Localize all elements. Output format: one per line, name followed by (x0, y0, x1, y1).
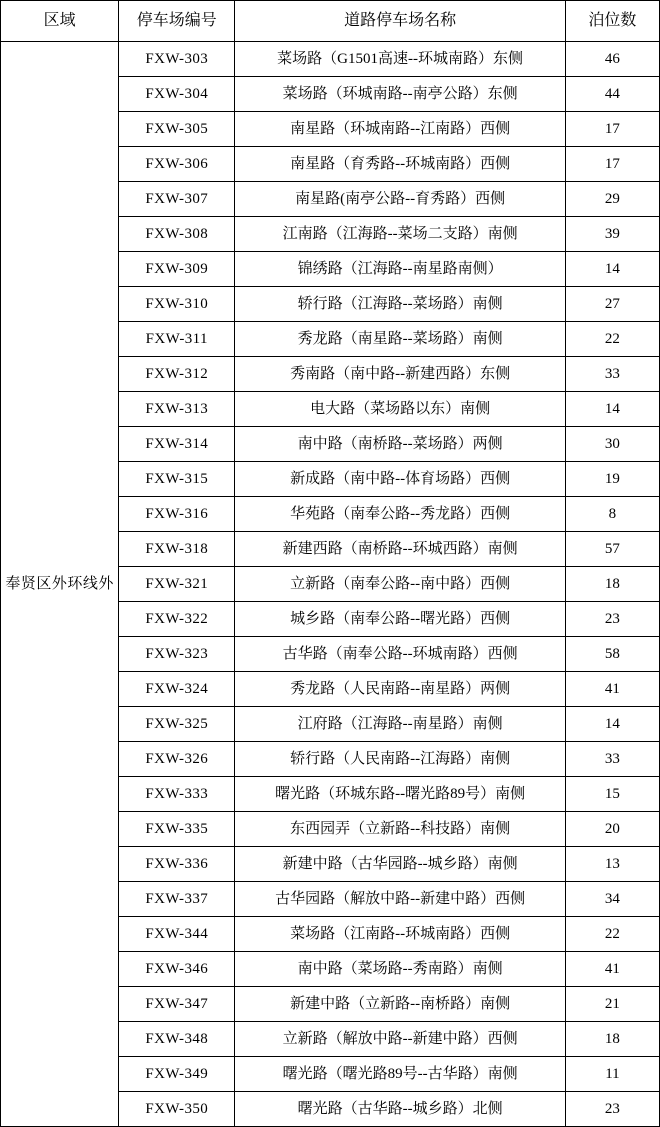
table-row (1, 42, 660, 77)
parking-code-cell: FXW-321 (119, 567, 235, 602)
parking-name-cell: 菜场路（江南路--环城南路）西侧 (235, 917, 566, 952)
parking-code-cell: FXW-348 (119, 1022, 235, 1057)
column-header-spaces: 泊位数 (565, 1, 659, 42)
parking-name-cell: 立新路（南奉公路--南中路）西侧 (235, 567, 566, 602)
parking-spaces-cell: 14 (565, 707, 659, 742)
parking-spaces-cell: 21 (565, 987, 659, 1022)
parking-name-cell: 南星路（环城南路--江南路）西侧 (235, 112, 566, 147)
parking-code-cell: FXW-308 (119, 217, 235, 252)
column-header-name: 道路停车场名称 (235, 1, 566, 42)
parking-spaces-cell: 30 (565, 427, 659, 462)
parking-spaces-cell: 18 (565, 567, 659, 602)
parking-spaces-cell: 41 (565, 952, 659, 987)
parking-code-cell: FXW-305 (119, 112, 235, 147)
table-header-row (1, 1, 660, 42)
parking-name-cell: 锦绣路（江海路--南星路南侧） (235, 252, 566, 287)
parking-name-cell: 南星路（育秀路--环城南路）西侧 (235, 147, 566, 182)
parking-spaces-cell: 13 (565, 847, 659, 882)
parking-code-cell: FXW-349 (119, 1057, 235, 1092)
parking-spaces-cell: 33 (565, 742, 659, 777)
parking-code-cell: FXW-304 (119, 77, 235, 112)
parking-name-cell: 华苑路（南奉公路--秀龙路）西侧 (235, 497, 566, 532)
parking-name-cell: 立新路（解放中路--新建中路）西侧 (235, 1022, 566, 1057)
parking-name-cell: 曙光路（古华路--城乡路）北侧 (235, 1092, 566, 1127)
parking-code-cell: FXW-325 (119, 707, 235, 742)
parking-code-cell: FXW-323 (119, 637, 235, 672)
parking-name-cell: 秀龙路（南星路--菜场路）南侧 (235, 322, 566, 357)
parking-code-cell: FXW-311 (119, 322, 235, 357)
parking-name-cell: 电大路（菜场路以东）南侧 (235, 392, 566, 427)
parking-name-cell: 曙光路（环城东路--曙光路89号）南侧 (235, 777, 566, 812)
parking-spaces-cell: 23 (565, 1092, 659, 1127)
parking-name-cell: 东西园弄（立新路--科技路）南侧 (235, 812, 566, 847)
parking-code-cell: FXW-324 (119, 672, 235, 707)
parking-spaces-cell: 41 (565, 672, 659, 707)
parking-code-cell: FXW-315 (119, 462, 235, 497)
parking-name-cell: 轿行路（人民南路--江海路）南侧 (235, 742, 566, 777)
parking-spaces-cell: 20 (565, 812, 659, 847)
parking-name-cell: 秀南路（南中路--新建西路）东侧 (235, 357, 566, 392)
column-header-region: 区域 (1, 1, 119, 42)
parking-spaces-cell: 39 (565, 217, 659, 252)
parking-name-cell: 江府路（江海路--南星路）南侧 (235, 707, 566, 742)
parking-name-cell: 新建中路（立新路--南桥路）南侧 (235, 987, 566, 1022)
parking-code-cell: FXW-346 (119, 952, 235, 987)
parking-spaces-cell: 11 (565, 1057, 659, 1092)
parking-code-cell: FXW-335 (119, 812, 235, 847)
parking-spaces-cell: 57 (565, 532, 659, 567)
parking-code-cell: FXW-310 (119, 287, 235, 322)
parking-name-cell: 古华园路（解放中路--新建中路）西侧 (235, 882, 566, 917)
parking-name-cell: 轿行路（江海路--菜场路）南侧 (235, 287, 566, 322)
parking-code-cell: FXW-307 (119, 182, 235, 217)
parking-code-cell: FXW-333 (119, 777, 235, 812)
parking-code-cell: FXW-347 (119, 987, 235, 1022)
parking-spaces-cell: 23 (565, 602, 659, 637)
column-header-code: 停车场编号 (119, 1, 235, 42)
table-body (1, 42, 660, 1127)
parking-spaces-cell: 46 (565, 42, 659, 77)
parking-spaces-cell: 17 (565, 112, 659, 147)
parking-spaces-cell: 44 (565, 77, 659, 112)
parking-code-cell: FXW-316 (119, 497, 235, 532)
parking-name-cell: 城乡路（南奉公路--曙光路）西侧 (235, 602, 566, 637)
parking-name-cell: 江南路（江海路--菜场二支路）南侧 (235, 217, 566, 252)
parking-spaces-cell: 18 (565, 1022, 659, 1057)
parking-name-cell: 新成路（南中路--体育场路）西侧 (235, 462, 566, 497)
parking-code-cell: FXW-306 (119, 147, 235, 182)
parking-name-cell: 古华路（南奉公路--环城南路）西侧 (235, 637, 566, 672)
parking-code-cell: FXW-303 (119, 42, 235, 77)
parking-spaces-cell: 29 (565, 182, 659, 217)
parking-name-cell: 菜场路（环城南路--南亭公路）东侧 (235, 77, 566, 112)
parking-code-cell: FXW-344 (119, 917, 235, 952)
parking-spaces-cell: 22 (565, 917, 659, 952)
parking-name-cell: 秀龙路（人民南路--南星路）两侧 (235, 672, 566, 707)
parking-code-cell: FXW-336 (119, 847, 235, 882)
parking-spaces-cell: 19 (565, 462, 659, 497)
parking-name-cell: 南中路（菜场路--秀南路）南侧 (235, 952, 566, 987)
region-cell: 奉贤区外环线外 (1, 42, 119, 1127)
parking-code-cell: FXW-312 (119, 357, 235, 392)
parking-code-cell: FXW-337 (119, 882, 235, 917)
parking-spaces-cell: 58 (565, 637, 659, 672)
parking-name-cell: 南中路（南桥路--菜场路）两侧 (235, 427, 566, 462)
parking-spaces-cell: 15 (565, 777, 659, 812)
parking-code-cell: FXW-309 (119, 252, 235, 287)
parking-spaces-cell: 17 (565, 147, 659, 182)
parking-spaces-cell: 34 (565, 882, 659, 917)
parking-name-cell: 新建西路（南桥路--环城西路）南侧 (235, 532, 566, 567)
parking-code-cell: FXW-314 (119, 427, 235, 462)
parking-name-cell: 南星路(南亭公路--育秀路）西侧 (235, 182, 566, 217)
parking-name-cell: 曙光路（曙光路89号--古华路）南侧 (235, 1057, 566, 1092)
parking-code-cell: FXW-313 (119, 392, 235, 427)
parking-code-cell: FXW-322 (119, 602, 235, 637)
parking-code-cell: FXW-326 (119, 742, 235, 777)
parking-name-cell: 菜场路（G1501高速--环城南路）东侧 (235, 42, 566, 77)
parking-code-cell: FXW-350 (119, 1092, 235, 1127)
parking-spaces-cell: 33 (565, 357, 659, 392)
parking-spaces-cell: 14 (565, 252, 659, 287)
parking-spaces-cell: 27 (565, 287, 659, 322)
parking-spaces-cell: 8 (565, 497, 659, 532)
parking-spaces-cell: 14 (565, 392, 659, 427)
table-header (1, 1, 660, 42)
parking-name-cell: 新建中路（古华园路--城乡路）南侧 (235, 847, 566, 882)
parking-spaces-cell: 22 (565, 322, 659, 357)
parking-code-cell: FXW-318 (119, 532, 235, 567)
